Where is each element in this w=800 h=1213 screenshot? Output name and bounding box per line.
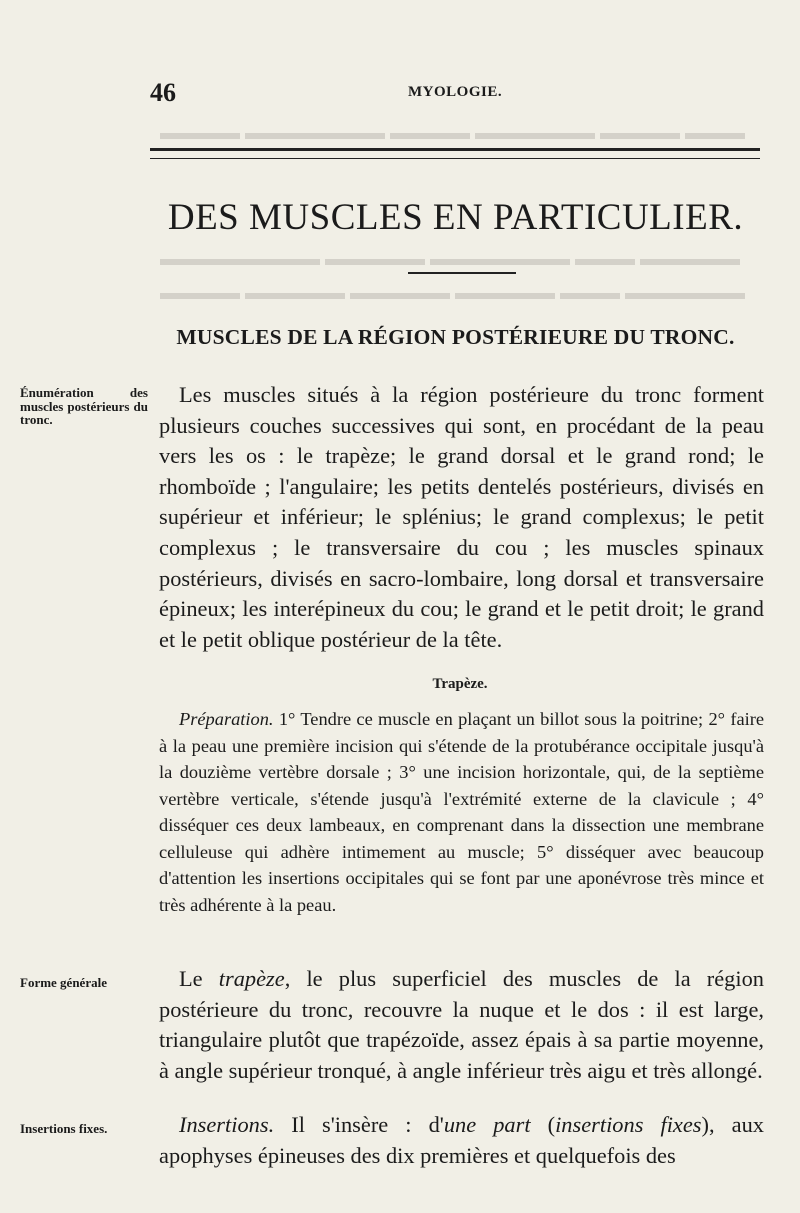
show-through-texture: ▬▬▬ ▬▬▬▬ ▬▬▬▬▬▬ ▬▬▬▬ ▬▬▬▬▬▬▬ ▬▬▬▬ <box>160 122 745 144</box>
header-double-rule <box>150 148 760 159</box>
page-number: 46 <box>150 78 176 107</box>
insertions-une-part: une part <box>443 1112 531 1137</box>
page-title: DES MUSCLES EN PARTICULIER. <box>167 197 744 238</box>
preparation-text: 1° Tendre ce muscle en plaçant un billot sous la poitrine; 2° faire à la peau une première incision qui s'étende de la protubérance occipitale jusqu'à la douzième vertèbre dorsale ; 3° une incision horizontale, qui, de la septième vertèbre verticale, s'étende jusqu'à l'extrémité externe de la clavicule ; 4° disséquer ces deux lambeaux, en comprenant dans la dissection une membrane celluleuse qui adhère intimement au muscle; 5° disséquer avec beaucoup d'attention les insertions occipitales qui se font par une aponévrose très mince et très adhérente à la peau. <box>159 709 764 915</box>
show-through-texture: ▬▬▬▬▬ ▬▬▬ ▬▬▬▬▬▬▬ ▬▬▬▬▬ ▬▬▬▬▬▬▬▬ <box>160 248 740 270</box>
forme-le: Le <box>179 966 219 991</box>
insertions-label: Insertions. <box>179 1112 275 1137</box>
show-through-texture: ▬▬▬▬▬▬ ▬▬▬ ▬▬▬▬▬ ▬▬▬▬▬ ▬▬▬▬▬ ▬▬▬▬ <box>160 282 745 304</box>
paragraph-preparation <box>159 706 764 918</box>
preparation-label: Préparation. <box>179 709 274 729</box>
paragraph-enumeration: Les muscles situés à la région postérieure du tronc forment plusieurs couches successives qui sont, en procédant de la peau vers les os : le trapèze; le grand dorsal et le grand rond; le rhomboïde ; l'angulaire; les petits dentelés postérieurs, divisés en supérieur et inférieur; le splénius; le grand complexus; le petit complexus ; le transversaire du cou ; les muscles spinaux postérieurs, divisés en sacro-lombaire, long dorsal et transversaire épineux; les interépineux du cou; le grand et le petit droit; le grand et le petit oblique postérieur de la tête. <box>159 382 764 652</box>
paragraph-forme-generale <box>159 964 764 1086</box>
margin-note-enumeration: Énumération des muscles postérieurs du tronc. <box>20 385 148 427</box>
forme-text: , le plus superficiel des muscles de la région postérieure du tronc, recouvre la nuque et le dos : il est large, triangulaire plutôt que trapézoïde, assez épais à sa partie moyenne, à angle supérieur tronqué, à angle inférieur très aigu et très allongé. <box>159 966 764 1083</box>
insertions-text-3: ), aux apophyses épineuses des dix premières et quelquefois des <box>159 1112 764 1168</box>
subheading-trapeze: Trapèze. <box>432 676 488 692</box>
paragraph-insertions <box>159 1110 764 1171</box>
running-head: MYOLOGIE. <box>408 84 503 100</box>
section-title: MUSCLES DE LA RÉGION POSTÉRIEURE DU TRONC. <box>176 325 735 349</box>
title-divider <box>408 272 516 274</box>
insertions-text-1: Il s'insère : d' <box>274 1112 444 1137</box>
insertions-text-2: ( <box>530 1112 556 1137</box>
insertions-fixes: insertions fixes <box>555 1112 702 1137</box>
page-header <box>150 78 760 108</box>
margin-note-insertions-fixes: Insertions fixes. <box>20 1121 108 1136</box>
margin-note-forme-generale: Forme générale <box>20 975 107 990</box>
forme-trapeze: trapèze <box>218 966 285 991</box>
